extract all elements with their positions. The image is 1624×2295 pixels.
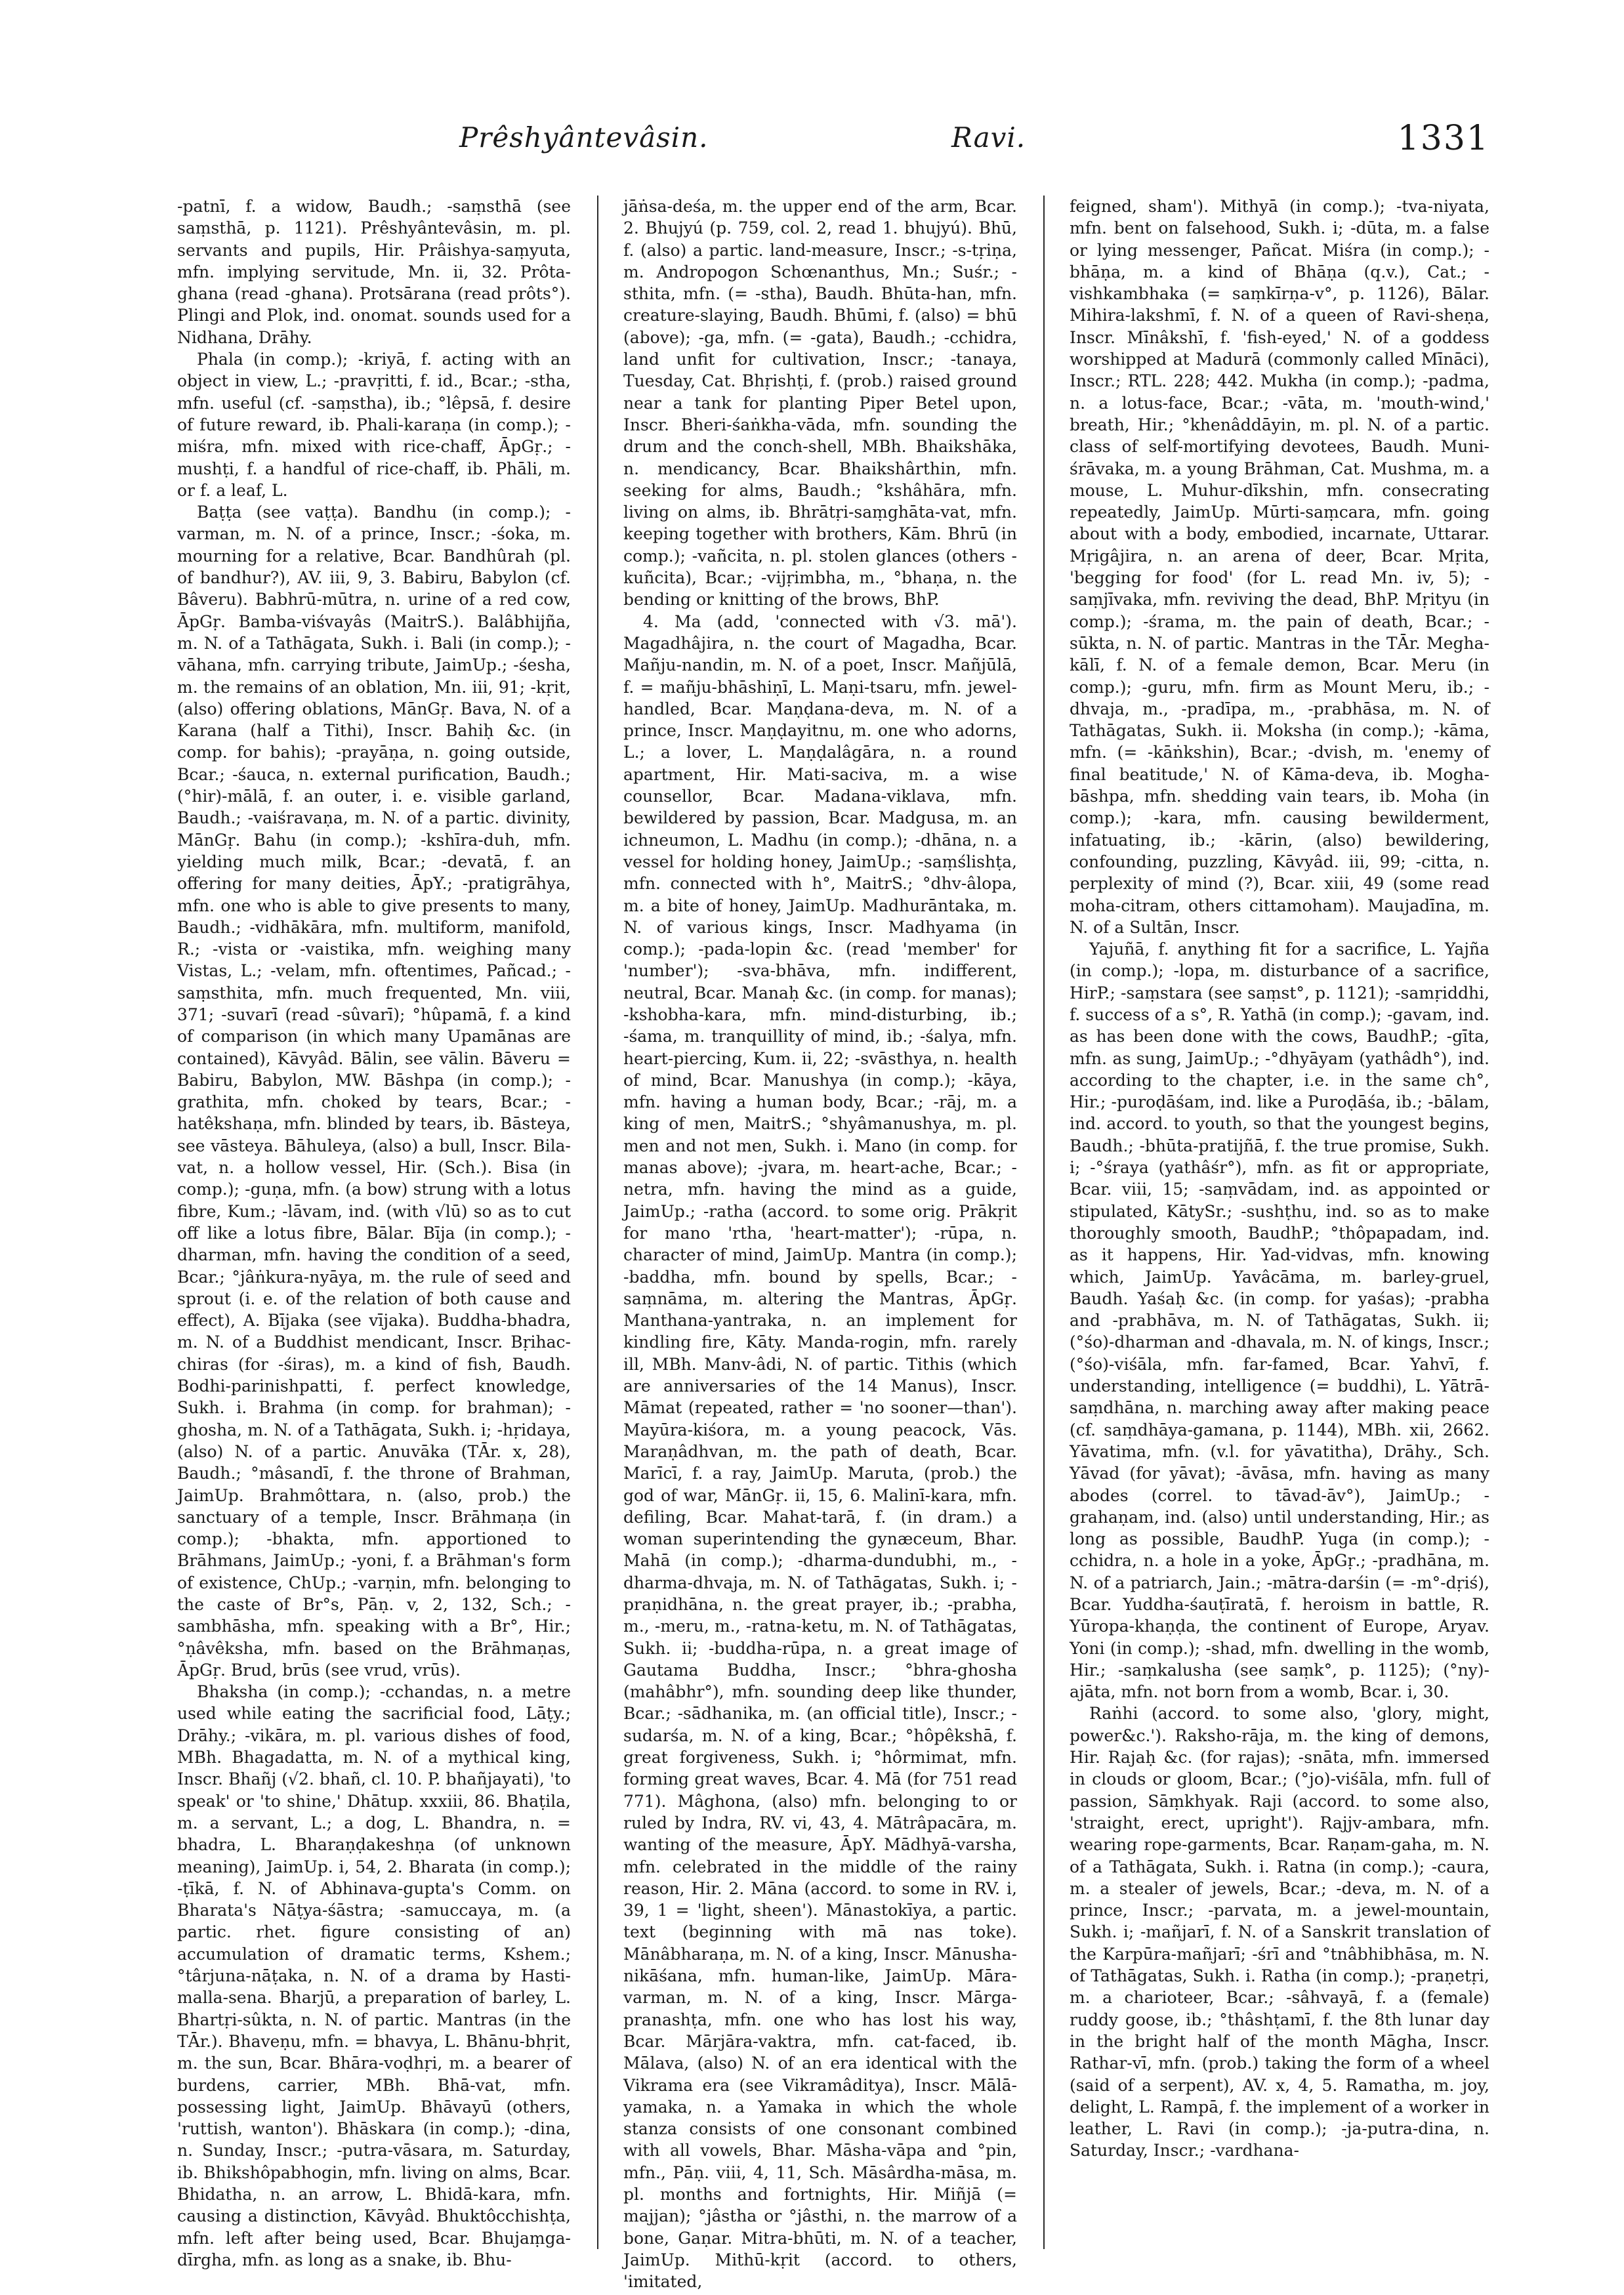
paragraph: Raṅhi (accord. to some also, 'glory, might, power&c.'). Raksho-rāja, m. the king of demons, Hir. Rajaḥ &c. (for rajas); -snāta, mfn. immersed in clouds or gloom, Bcar.; (°jo)-viśāla, mfn. full of passion, Sāṃkhyak. Raji (accord. to some also, 'straight, erect, upright'). Rajjv-ambara, mfn. wearing rope-garments, Bcar. Raṇam-gaha, m. N. of a Tathāgata, Sukh. i. Ratna (in comp.); -caura, m. a stealer of jewels, Bcar.; -deva, m. N. of a prince, Inscr.; -parvata, m. a jewel-mountain, Sukh. i; -mañjarī, f. N. of a Sanskrit translation of the Karpūra-mañjarī; -śrī and °tnâbhibhāsa, m. N. of Tathāgatas, Sukh. i. Ratha (in comp.); -praṇetṛi, m. a charioteer, Bcar.; -sâhvayā, f. a (female) ruddy goose, ib.; °thâshṭamī, f. the 8th lunar day in the bright half of the month Māgha, Inscr. Rathar-vī, mfn. (prob.) taking the form of a wheel (said of a serpent), AV. x, 4, 5. Ramatha, m. joy, delight, L. Rampā, f. the implement of a worker in leather, L. Ravi (in comp.); -ja-putra-dina, n. Saturday, Inscr.; -vardhana- <box>1070 1704 1489 2161</box>
paragraph: feigned, sham'). Mithyā (in comp.); -tva-niyata, mfn. bent on falsehood, Sukh. i; -dūta, m. a false or lying messenger, Pañcat. Miśra (in comp.); -bhāṇa, m. a kind of Bhāṇa (q.v.), Cat.; -vishkambhaka (= saṃkīrṇa-v°, p. 1126), Bālar. Mihira-lakshmī, f. N. of a queen of Ravi-sheṇa, Inscr. Mīnâkshī, f. 'fish-eyed,' N. of a goddess worshipped at Madurā (commonly called Mīnāci), Inscr.; RTL. 228; 442. Mukha (in comp.); -padma, n. a lotus-face, Bcar.; -vāta, m. 'mouth-wind,' breath, Hir.; °khenâddāyin, m. pl. N. of a partic. class of self-mortifying devotees, Baudh. Muni-śrāvaka, m. a young Brāhman, Cat. Mushma, m. a mouse, L. Muhur-dīkshin, mfn. consecrating repeatedly, JaimUp. Mūrti-saṃcara, mfn. going about with a body, embodied, incarnate, Uttarar. Mṛigâjira, n. an arena of deer, Bcar. Mṛita, 'begging for food' (for L. read Mn. iv, 5); -saṃjīvaka, mfn. reviving the dead, BhP. Mṛityu (in comp.); -śrama, m. the pain of death, Bcar.; -sūkta, n. N. of partic. Mantras in the TĀr. Megha-kālī, f. N. of a female demon, Bcar. Meru (in comp.); -guru, mfn. firm as Mount Meru, ib.; -dhvaja, m., -pradīpa, m., -prabhāsa, m. N. of Tathāgatas, Sukh. ii. Moksha (in comp.); -kāma, mfn. (= -kāṅkshin), Bcar.; -dvish, m. 'enemy of final beatitude,' N. of Kāma-deva, ib. Mogha-bāshpa, mfn. shedding vain tears, ib. Moha (in comp.); -kara, mfn. causing bewilderment, infatuating, ib.; -kārin, (also) bewildering, confounding, puzzling, Kāvyâd. iii, 99; -citta, n. perplexity of mind (?), Bcar. xiii, 49 (some read moha-citram, others cittamoham). Maujadīna, m. N. of a Sultān, Inscr. <box>1070 197 1489 937</box>
paragraph: -patnī, f. a widow, Baudh.; -saṃsthā (see saṃsthā, p. 1121). Prêshyântevâsin, m. pl. servants and pupils, Hir. Prâishya-saṃyuta, mfn. implying servitude, Mn. ii, 32. Prôta-ghana (read -ghana). Protsārana (read prôts°). Plingi and Plok, ind. onomat. sounds used for a Nidhana, Drāhy. <box>177 197 571 347</box>
paragraph: Phala (in comp.); -kriyā, f. acting with an object in view, L.; -pravṛitti, f. id., Bcar.; -stha, mfn. useful (cf. -saṃstha), ib.; °lêpsā, f. desire of future reward, ib. Phali-karaṇa (in comp.); -miśra, mfn. mixed with rice-chaff, ĀpGṛ.; -mushṭi, f. a handful of rice-chaff, ib. Phāli, m. or f. a leaf, L. <box>177 350 571 500</box>
text-columns <box>177 196 1489 2292</box>
paragraph: Baṭṭa (see vaṭṭa). Bandhu (in comp.); -varman, m. N. of a prince, Inscr.; -śoka, m. mourning for a relative, Bcar. Bandhûrah (pl. of bandhur?), AV. iii, 9, 3. Babiru, Babylon (cf. Bâveru). Babhrū-mūtra, n. urine of a red cow, ĀpGṛ. Bamba-viśvayâs (MaitrS.). Balâbhijña, m. N. of a Tathāgata, Sukh. i. Bali (in comp.); -vāhana, mfn. carrying tribute, JaimUp.; -śesha, m. the remains of an oblation, Mn. iii, 91; -kṛit, (also) offering oblations, MānGṛ. Bava, N. of a Karana (half a Tithi), Inscr. Bahiḥ &c. (in comp. for bahis); -prayāṇa, n. going outside, Bcar.; -śauca, n. external purification, Baudh.; (°hir)-mālā, f. an outer, i. e. visible garland, Baudh.; -vaiśravaṇa, m. N. of a partic. divinity, MānGṛ. Bahu (in comp.); -kshīra-duh, mfn. yielding much milk, Bcar.; -devatā, f. an offering for many deities, ĀpY.; -pratigrāhya, mfn. one who is able to give presents to many, Baudh.; -vidhākāra, mfn. multiform, manifold, R.; -vista or -vaistika, mfn. weighing many Vistas, L.; -velam, mfn. oftentimes, Pañcad.; -saṃsthita, mfn. much frequented, Mn. viii, 371; -suvarī (read -sûvarī); °hûpamā, f. a kind of comparison (in which many Upamānas are contained), Kāvyâd. Bālin, see vālin. Bāveru = Babiru, Babylon, MW. Bāshpa (in comp.); -grathita, mfn. choked by tears, Bcar.; -hatêkshaṇa, mfn. blinded by tears, ib. Bāsteya, see vāsteya. Bāhuleya, (also) a bull, Inscr. Bila-vat, n. a hollow vessel, Hir. (Sch.). Bisa (in comp.); -guṇa, mfn. (a bow) strung with a lotus fibre, Kum.; -lāvam, ind. (with √lū) so as to cut off like a lotus fibre, Bālar. Bīja (in comp.); -dharman, mfn. having the condition of a seed, Bcar.; °jâṅkura-nyāya, m. the rule of seed and sprout (i. e. of the relation of both cause and effect), A. Bījaka (see vījaka). Buddha-bhadra, m. N. of a Buddhist mendicant, Inscr. Bṛihac-chiras (for -śiras), m. a kind of fish, Baudh. Bodhi-parinishpatti, f. perfect knowledge, Sukh. i. Brahma (in comp. for brahman); -ghosha, m. N. of a Tathāgata, Sukh. i; -hṛidaya, (also) N. of a partic. Anuvāka (TĀr. x, 28), Baudh.; °mâsandī, f. the throne of Brahman, JaimUp. Brahmôttara, n. (also, prob.) the sanctuary of a temple, Inscr. Brāhmaṇa (in comp.); -bhakta, mfn. apportioned to Brāhmans, JaimUp.; -yoni, f. a Brāhman's form of existence, ChUp.; -varṇin, mfn. belonging to the caste of Br°s, Pāṇ. v, 2, 132, Sch.; -sambhāsha, mfn. speaking with a Br°, Hir.; °ṇâvêksha, mfn. based on the Brāhmaṇas, ĀpGṛ. Brud, brūs (see vrud, vrūs). <box>177 503 571 1680</box>
paragraph: Bhaksha (in comp.); -cchandas, n. a metre used while eating the sacrificial food, Lāṭy.; Drāhy.; -vikāra, m. pl. various dishes of food, MBh. Bhagadatta, m. N. of a mythical king, Inscr. Bhañj (√2. bhañ, cl. 10. P. bhañjayati), 'to speak' or 'to shine,' Dhātup. xxxiii, 86. Bhaṭila, m. a servant, L.; a dog, L. Bhandra, n. = bhadra, L. Bharaṇḍakeshṇa (of unknown meaning), JaimUp. i, 54, 2. Bharata (in comp.); -ṭīkā, f. N. of Abhinava-gupta's Comm. on Bharata's Nāṭya-śāstra; -samuccaya, m. (a partic. rhet. figure consisting of an) accumulation of dramatic terms, Kshem.; °târjuna-nāṭaka, n. N. of a drama by Hasti-malla-sena. Bharjū, a preparation of barley, L. Bhartṛi-sûkta, n. N. of partic. Mantras (in the TĀr.). Bhaveṇu, mfn. = bhavya, L. Bhānu-bhṛit, m. the sun, Bcar. Bhāra-voḍhṛi, m. a bearer of burdens, carrier, MBh. Bhā-vat, mfn. possessing light, JaimUp. Bhāvayū (others, 'ruttish, wanton'). Bhāskara (in comp.); -dina, n. Sunday, Inscr.; -putra-vāsara, m. Saturday, ib. Bhikshôpabhogin, mfn. living on alms, Bcar. Bhidatha, n. an arrow, L. Bhidā-kara, mfn. causing a distinction, Kāvyâd. Bhuktôcchishṭa, mfn. left after being used, Bcar. Bhujaṃga-dīrgha, mfn. as long as a snake, ib. Bhu- <box>177 1682 571 2269</box>
running-header <box>177 121 1489 184</box>
column-3 <box>1070 196 1489 2249</box>
column-2 <box>623 196 1017 2292</box>
page-number: 1331 <box>1397 119 1489 158</box>
header-first-headword: Prêshyântevâsin. <box>459 121 709 154</box>
paragraph: 4. Ma (add, 'connected with √3. mā'). Magadhâjira, n. the court of Magadha, Bcar. Mañju-nandin, m. N. of a poet, Inscr. Mañjūlā, f. = mañju-bhāshiṇī, L. Maṇi-tsaru, mfn. jewel-handled, Bcar. Maṇḍana-deva, m. N. of a prince, Inscr. Maṇḍayitnu, m. one who adorns, L.; a lover, L. Maṇḍalâgāra, n. a round apartment, Hir. Mati-saciva, m. a wise counsellor, Bcar. Madana-viklava, mfn. bewildered by passion, Bcar. Madgusa, m. an ichneumon, L. Madhu (in comp.); -dhāna, n. a vessel for holding honey, JaimUp.; -saṃślishṭa, mfn. connected with h°, MaitrS.; °dhv-âlopa, m. a bite of honey, JaimUp. Madhurāntaka, m. N. of various kings, Inscr. Madhyama (in comp.); -pada-lopin &c. (read 'member' for 'number'); -sva-bhāva, mfn. indifferent, neutral, Bcar. Manaḥ &c. (in comp. for manas); -kshobha-kara, mfn. mind-disturbing, ib.; -śama, m. tranquillity of mind, ib.; -śalya, mfn. heart-piercing, Kum. ii, 22; -svāsthya, n. health of mind, Bcar. Manushya (in comp.); -kāya, mfn. having a human body, Bcar.; -rāj, m. a king of men, MaitrS.; °shyâmanushya, m. pl. men and not men, Sukh. i. Mano (in comp. for manas above); -jvara, m. heart-ache, Bcar.; -netra, mfn. having the mind as a guide, JaimUp.; -ratha (accord. to some orig. Prākṛit for mano 'rtha, 'heart-matter'); -rūpa, n. character of mind, JaimUp. Mantra (in comp.); -baddha, mfn. bound by spells, Bcar.; -saṃnāma, m. altering the Mantras, ĀpGṛ. Manthana-yantraka, n. an implement for kindling fire, Kāty. Manda-rogin, mfn. rarely ill, MBh. Manv-âdi, N. of partic. Tithis (which are anniversaries of the 14 Manus), Inscr. Māmat (repeated, rather = 'no sooner—than'). Mayūra-kiśora, m. a young peacock, Vās. Maraṇâdhvan, m. the path of death, Bcar. Marīcī, f. a ray, JaimUp. Maruta, (prob.) the god of war, MānGṛ. ii, 15, 6. Malinī-kara, mfn. defiling, Bcar. Mahat-tarā, f. (in dram.) a woman superintending the gynæceum, Bhar. Mahā (in comp.); -dharma-dundubhi, m., -dharma-dhvaja, m. N. of Tathāgatas, Sukh. i; -praṇidhāna, n. the great prayer, ib.; -prabha, m., -meru, m., -ratna-ketu, m. N. of Tathāgatas, Sukh. ii; -buddha-rūpa, n. a great image of Gautama Buddha, Inscr.; °bhra-ghosha (mahâbhr°), mfn. sounding deep like thunder, Bcar.; -sādhanika, m. (an official title), Inscr.; -sudarśa, m. N. of a king, Bcar.; °hôpêkshā, f. great forgiveness, Sukh. i; °hôrmimat, mfn. forming great waves, Bcar. 4. Mā (for 751 read 771). Mâghona, (also) mfn. belonging to or ruled by Indra, RV. vi, 43, 4. Mātrâpacāra, m. wanting of the measure, ĀpY. Mādhyā-varsha, mfn. celebrated in the middle of the rainy reason, Hir. 2. Māna (accord. to some in RV. i, 39, 1 = 'light, sheen'). Mānastokīya, a partic. text (beginning with mā nas toke). Mānâbharaṇa, m. N. of a king, Inscr. Mānusha-nikāśana, mfn. human-like, JaimUp. Māra-varman, m. N. of a king, Inscr. Mārga-pranashṭa, mfn. one who has lost his way, Bcar. Mārjāra-vaktra, mfn. cat-faced, ib. Mālava, (also) N. of an era identical with the Vikrama era (see Vikramâditya), Inscr. Mālā-yamaka, n. a Yamaka in which the whole stanza consists of one consonant combined with all vowels, Bhar. Māsha-vāpa and °pin, mfn., Pāṇ. viii, 4, 11, Sch. Māsârdha-māsa, m. pl. months and fortnights, Hir. Miñjā (= majjan); °jâstha or °jâsthi, n. the marrow of a bone, Gaṇar. Mitra-bhūti, m. N. of a teacher, JaimUp. Mithū-kṛit (accord. to others, 'imitated, <box>623 611 1017 2292</box>
paragraph: jāṅsa-deśa, m. the upper end of the arm, Bcar. 2. Bhujyú (p. 759, col. 2, read 1. bhujyú). Bhū, f. (also) a partic. land-measure, Inscr.; -s-tṛiṇa, m. Andropogon Schœnanthus, Mn.; Suśr.; -sthita, mfn. (= -stha), Baudh. Bhūta-han, mfn. creature-slaying, Baudh. Bhūmi, f. (also) = bhū (above); -ga, mfn. (= -gata), Baudh.; -cchidra, land unfit for cultivation, Inscr.; -tanaya, Tuesday, Cat. Bhṛishṭi, f. (prob.) raised ground near a tank for planting Piper Betel upon, Inscr. Bheri-śaṅkha-vāda, mfn. sounding the drum and the conch-shell, MBh. Bhaikshāka, n. mendicancy, Bcar. Bhaikshârthin, mfn. seeking for alms, Baudh.; °kshâhāra, mfn. living on alms, ib. Bhrātṛi-saṃghāta-vat, mfn. keeping together with brothers, Kām. Bhrū (in comp.); -vañcita, n. pl. stolen glances (others -kuñcita), Bcar.; -vijṛimbha, m., °bhaṇa, n. the bending or knitting of the brows, BhP. <box>623 197 1017 610</box>
header-last-headword: Ravi. <box>951 121 1026 154</box>
column-1 <box>177 196 571 2269</box>
paragraph: Yajuñā, f. anything fit for a sacrifice, L. Yajña (in comp.); -lopa, m. disturbance of a sacrifice, HirP.; -saṃstara (see saṃst°, p. 1121); -samṛiddhi, f. success of a s°, R. Yathā (in comp.); -gavam, ind. as has been done with the cows, BaudhP.; -gīta, mfn. as sung, JaimUp.; -°dhyāyam (yathâdh°), ind. according to the chapter, i.e. in the same ch°, Hir.; -puroḍāśam, ind. like a Puroḍāśa, ib.; -bālam, ind. accord. to youth, so that the youngest begins, Baudh.; -bhūta-pratijñā, f. the true promise, Sukh. i; -°śraya (yathâśr°), mfn. as fit or appropriate, Bcar. viii, 15; -saṃvādam, ind. as appointed or stipulated, KātySr.; -sushṭhu, ind. so as to make thoroughly smooth, BaudhP.; °thôpapadam, ind. as it happens, Hir. Yad-vidvas, mfn. knowing which, JaimUp. Yavâcāma, m. barley-gruel, Baudh. Yaśaḥ &c. (in comp. for yaśas); -prabha and -prabhāva, m. N. of Tathāgatas, Sukh. ii; (°śo)-dharman and -dhavala, m. N. of kings, Inscr.; (°śo)-viśāla, mfn. far-famed, Bcar. Yahvī, f. understanding, intelligence (= buddhi), L. Yātrā-saṃdhāna, n. marching away after making peace (cf. saṃdhāya-gamana, p. 1144), MBh. xii, 2662. Yāvatima, mfn. (v.l. for yāvatitha), Drāhy., Sch. Yāvad (for yāvat); -āvāsa, mfn. having as many abodes (correl. to tāvad-āv°), JaimUp.; -grahaṇam, ind. (also) until understanding, Hir.; as long as possible, BaudhP. Yuga (in comp.); -cchidra, n. a hole in a yoke, ĀpGṛ.; -pradhāna, m. N. of a patriarch, Jain.; -mātra-darśin (= -m°-dṛiś), Bcar. Yuddha-śauṭīratā, f. heroism in battle, R. Yūropa-khaṇḍa, the continent of Europe, Aryav. Yoni (in comp.); -shad, mfn. dwelling in the womb, Hir.; -saṃkalusha (see saṃk°, p. 1125); (°ny)-ajāta, mfn. not born from a womb, Bcar. i, 30. <box>1070 940 1489 1702</box>
